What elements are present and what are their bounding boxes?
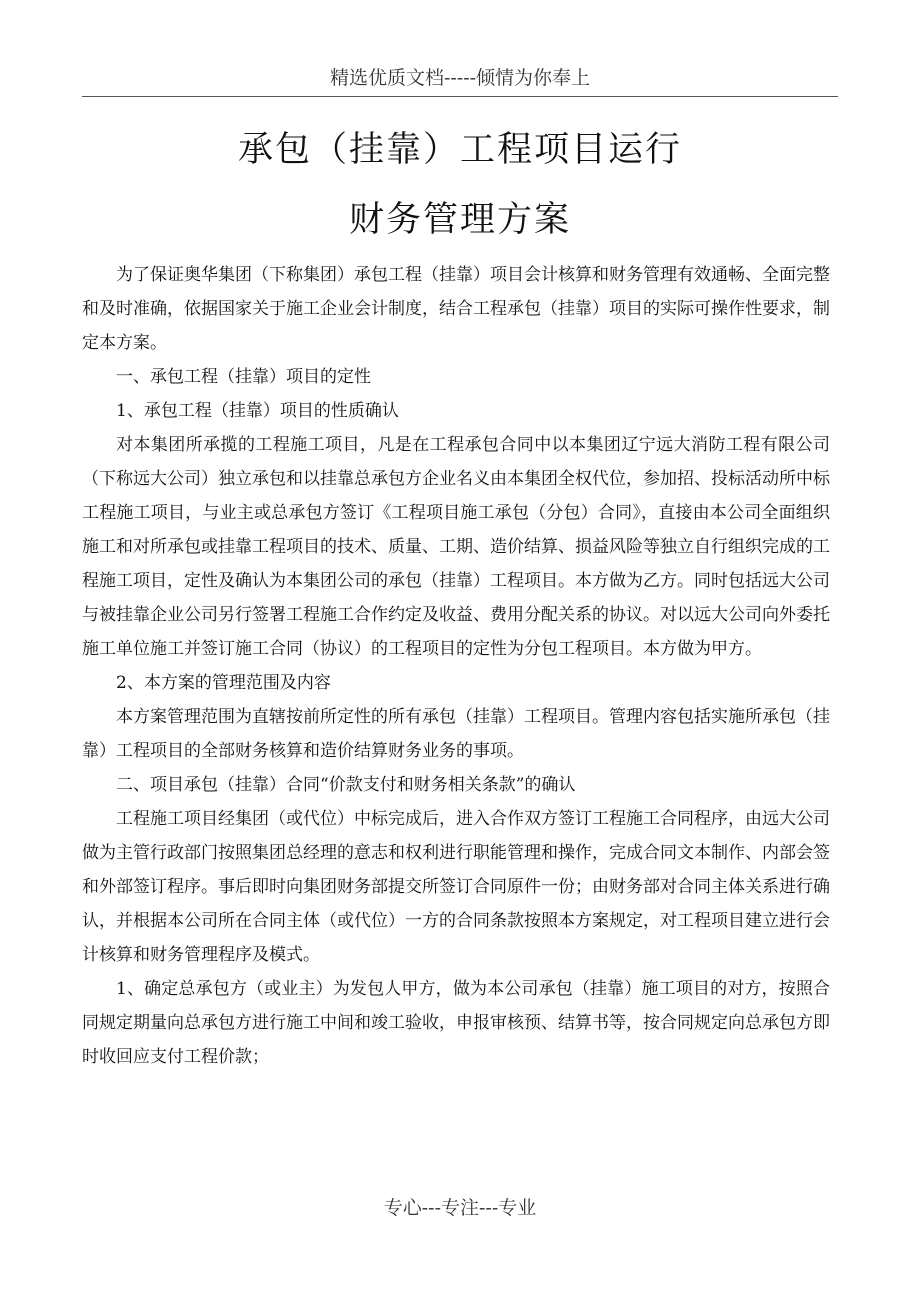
header-divider [82, 96, 838, 97]
paragraph-item-1: 1、确定总承包方（或业主）为发包人甲方，做为本公司承包（挂靠）施工项目的对方，按照合同规定期量向总承包方进行施工中间和竣工验收，申报审核预、结算书等，按合同规定向总承包方即时收回应支付工程价款； [82, 979, 830, 1067]
page-footer: 专心---专注---专业 [383, 1197, 537, 1219]
document-title-line-2: 财务管理方案 [348, 200, 571, 240]
subsection-heading-1-1: 1、承包工程（挂靠）项目的性质确认 [116, 401, 399, 421]
subsection-heading-1-2: 2、本方案的管理范围及内容 [116, 673, 331, 693]
document-title-line-1: 承包（挂靠）工程项目运行 [237, 130, 682, 170]
section-heading-2: 二、项目承包（挂靠）合同“价款支付和财务相关条款”的确认 [116, 775, 576, 795]
section-heading-1: 一、承包工程（挂靠）项目的定性 [116, 367, 371, 387]
paragraph-contract-process: 工程施工项目经集团（或代位）中标完成后，进入合作双方签订工程施工合同程序，由远大公司做为主管行政部门按照集团总经理的意志和权利进行职能管理和操作，完成合同文本制作、内部会签和外部签订程序。事后即时向集团财务部提交所签订合同原件一份；由财务部对合同主体关系进行确认，并根据本公司所在合同主体（或代位）一方的合同条款按照本方案规定，对工程项目建立进行会计核算和财务管理程序及模式。 [82, 809, 830, 965]
paragraph-scope: 本方案管理范围为直辖按前所定性的所有承包（挂靠）工程项目。管理内容包括实施所承包（挂靠）工程项目的全部财务核算和造价结算财务业务的事项。 [82, 707, 830, 761]
page-header: 精选优质文档-----倾情为你奉上 [329, 67, 591, 89]
document-body [82, 258, 830, 1074]
paragraph-intro: 为了保证奥华集团（下称集团）承包工程（挂靠）项目会计核算和财务管理有效通畅、全面完整和及时准确，依据国家关于施工企业会计制度，结合工程承包（挂靠）项目的实际可操作性要求，制定本方案。 [82, 265, 830, 353]
paragraph-definition: 对本集团所承揽的工程施工项目，凡是在工程承包合同中以本集团辽宁远大消防工程有限公司（下称远大公司）独立承包和以挂靠总承包方企业名义由本集团全权代位，参加招、投标活动所中标工程施工项目，与业主或总承包方签订《工程项目施工承包（分包）合同》，直接由本公司全面组织施工和对所承包或挂靠工程项目的技术、质量、工期、造价结算、损益风险等独立自行组织完成的工程施工项目，定性及确认为本集团公司的承包（挂靠）工程项目。本方做为乙方。同时包括远大公司与被挂靠企业公司另行签署工程施工合作约定及收益、费用分配关系的协议。对以远大公司向外委托施工单位施工并签订施工合同（协议）的工程项目的定性为分包工程项目。本方做为甲方。 [82, 435, 830, 659]
